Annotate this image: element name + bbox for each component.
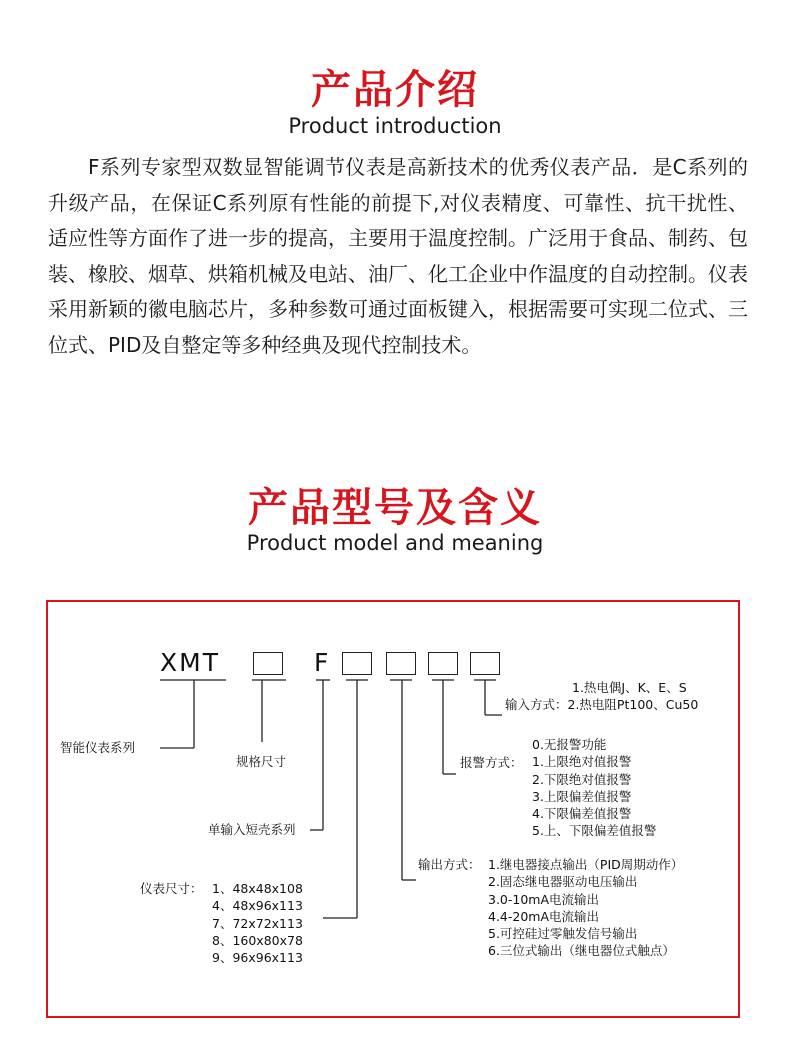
label-spec: 规格尺寸	[236, 754, 287, 769]
alarm-item: 0.无报警功能	[532, 737, 607, 752]
section-intro-title-cn: 产品介绍	[311, 67, 479, 113]
input-mode-list	[505, 679, 698, 714]
output-code-box	[386, 652, 416, 675]
output-mode-list	[488, 856, 683, 960]
alarm-item: 2.下限绝对值报警	[532, 771, 632, 787]
alarm-item: 3.上限偏差值报警	[532, 788, 632, 804]
model-diagram	[46, 600, 740, 1018]
intro-paragraph: F系列专家型双数显智能调节仪表是高新技术的优秀仪表产品．是C系列的升级产品，在保证C系列原有性能的前提下,对仪表精度、可靠性、抗干扰性、适应性等方面作了进一步的提高，主要用于温度控制。广泛用于食品、制药、包装、橡胶、烟草、烘箱机械及电站、油厂、化工企业中作温度的自动控制。仪表采用新颖的徽电脑芯片，多种参数可通过面板键入，根据需要可实现二位式、三位式、PID及自整定等多种经典及现代控制技术。	[48, 155, 748, 357]
size-heading: 仪表尺寸：	[140, 881, 203, 896]
alarm-code-box	[428, 652, 458, 675]
size-code-box	[342, 652, 372, 675]
output-item: 5.可控硅过零触发信号输出	[488, 926, 638, 942]
input-mode-line-2: 输入方式：2.热电阻Pt100、Cu50	[505, 697, 699, 713]
alarm-item: 4.下限偏差值报警	[532, 806, 632, 822]
series-letter: F	[314, 648, 331, 677]
output-item: 4.4-20mA电流输出	[488, 908, 600, 924]
spec-code-box	[253, 652, 283, 675]
section-model-title-en: Product model and meaning	[246, 531, 544, 555]
section-intro-title-en: Product introduction	[288, 114, 502, 138]
size-list	[212, 880, 303, 966]
label-single-input: 单输入短壳系列	[208, 822, 296, 837]
alarm-mode-heading: 报警方式：	[460, 755, 523, 770]
output-item: 1.继电器接点输出（PID周期动作）	[488, 857, 684, 872]
input-code-box	[470, 652, 500, 675]
size-item: 9、96x96x113	[212, 950, 303, 966]
size-item: 8、160x80x78	[212, 932, 303, 948]
size-item: 1、48x48x108	[212, 881, 303, 896]
section-model-title-cn: 产品型号及含义	[248, 485, 542, 531]
label-series: 智能仪表系列	[60, 740, 136, 755]
alarm-mode-list	[532, 736, 656, 840]
output-item: 3.0-10mA电流输出	[488, 891, 600, 907]
output-item: 6.三位式输出（继电器位式触点）	[488, 943, 675, 959]
output-mode-heading: 输出方式：	[418, 857, 481, 872]
alarm-item: 5.上、下限偏差值报警	[532, 823, 657, 839]
input-mode-line-1: 1.热电偶J、K、E、S	[572, 680, 687, 695]
model-prefix: XMT	[160, 648, 220, 677]
alarm-item: 1.上限绝对值报警	[532, 754, 632, 770]
output-item: 2.固态继电器驱动电压输出	[488, 874, 638, 890]
size-item: 4、48x96x113	[212, 898, 303, 914]
size-item: 7、72x72x113	[212, 915, 303, 931]
